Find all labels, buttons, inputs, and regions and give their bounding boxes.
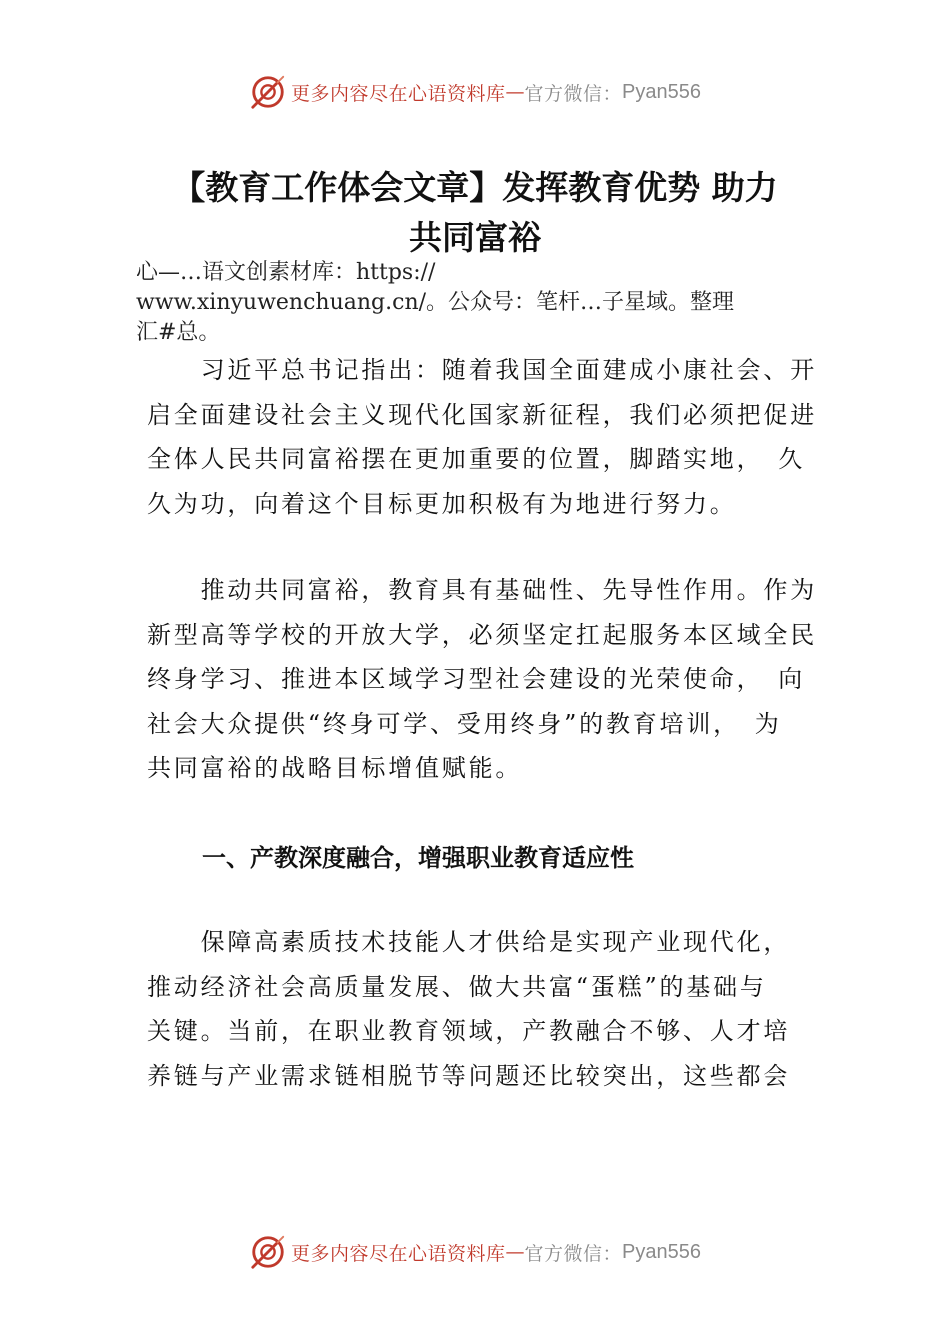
banner-wechat-id: Pyan556 [622,1240,701,1263]
paragraph-2 [147,568,827,791]
logo-icon [249,73,287,111]
banner-separator: — [505,81,525,103]
paragraph-3 [147,920,827,1098]
text-line: 久为功，向着这个目标更加积极有为地进行努力。 [147,489,737,518]
source-line: www.xinyuwenchuang.cn/。公众号：笔杆…子星域。整理 [136,290,735,315]
text-line: 保障高素质技术技能人才供给是实现产业现代化， [147,928,791,956]
text-line: 推动共同富裕，教育具有基础性、先导性作用。作为 [147,576,817,604]
header-banner [0,72,950,112]
banner-label: 官方微信： [524,1242,623,1265]
banner-main-text: 更多内容尽在心语资料库 [291,1242,506,1265]
banner-wechat-id: Pyan556 [622,80,701,103]
paragraph-1 [147,348,827,526]
document-title-line-2: 共同富裕 [409,218,541,257]
source-note [136,258,836,348]
text-line: 养链与产业需求链相脱节等问题还比较突出，这些都会 [147,1061,791,1090]
banner-separator: — [505,1241,525,1263]
text-line: 关键。当前，在职业教育领域，产教融合不够、人才培 [147,1017,791,1045]
source-line: 心—…语文创素材库：https:// [136,260,436,285]
logo-icon [249,1233,287,1271]
footer-banner [0,1232,950,1272]
text-line: 推动经济社会高质量发展、做大共富“蛋糕”的基础与 [147,972,767,1001]
text-line: 社会大众提供“终身可学、受用终身”的教育培训， 为 [147,709,782,738]
banner-label: 官方微信： [524,82,623,105]
document-title-line-1: 【教育工作体会文章】发挥教育优势 助力 [172,168,778,207]
text-line: 全体人民共同富裕摆在更加重要的位置，脚踏实地， 久 [147,445,805,473]
text-line: 新型高等学校的开放大学，必须坚定扛起服务本区域全民 [147,620,817,649]
text-line: 习近平总书记指出：随着我国全面建成小康社会、开 [147,356,817,384]
text-line: 启全面建设社会主义现代化国家新征程，我们必须把促进 [147,400,817,429]
section-heading: 一、产教深度融合，增强职业教育适应性 [202,844,634,872]
text-line: 共同富裕的战略目标增值赋能。 [147,754,523,782]
source-line: 汇#总。 [136,320,221,345]
text-line: 终身学习、推进本区域学习型社会建设的光荣使命， 向 [147,665,805,693]
banner-main-text: 更多内容尽在心语资料库 [291,82,506,105]
